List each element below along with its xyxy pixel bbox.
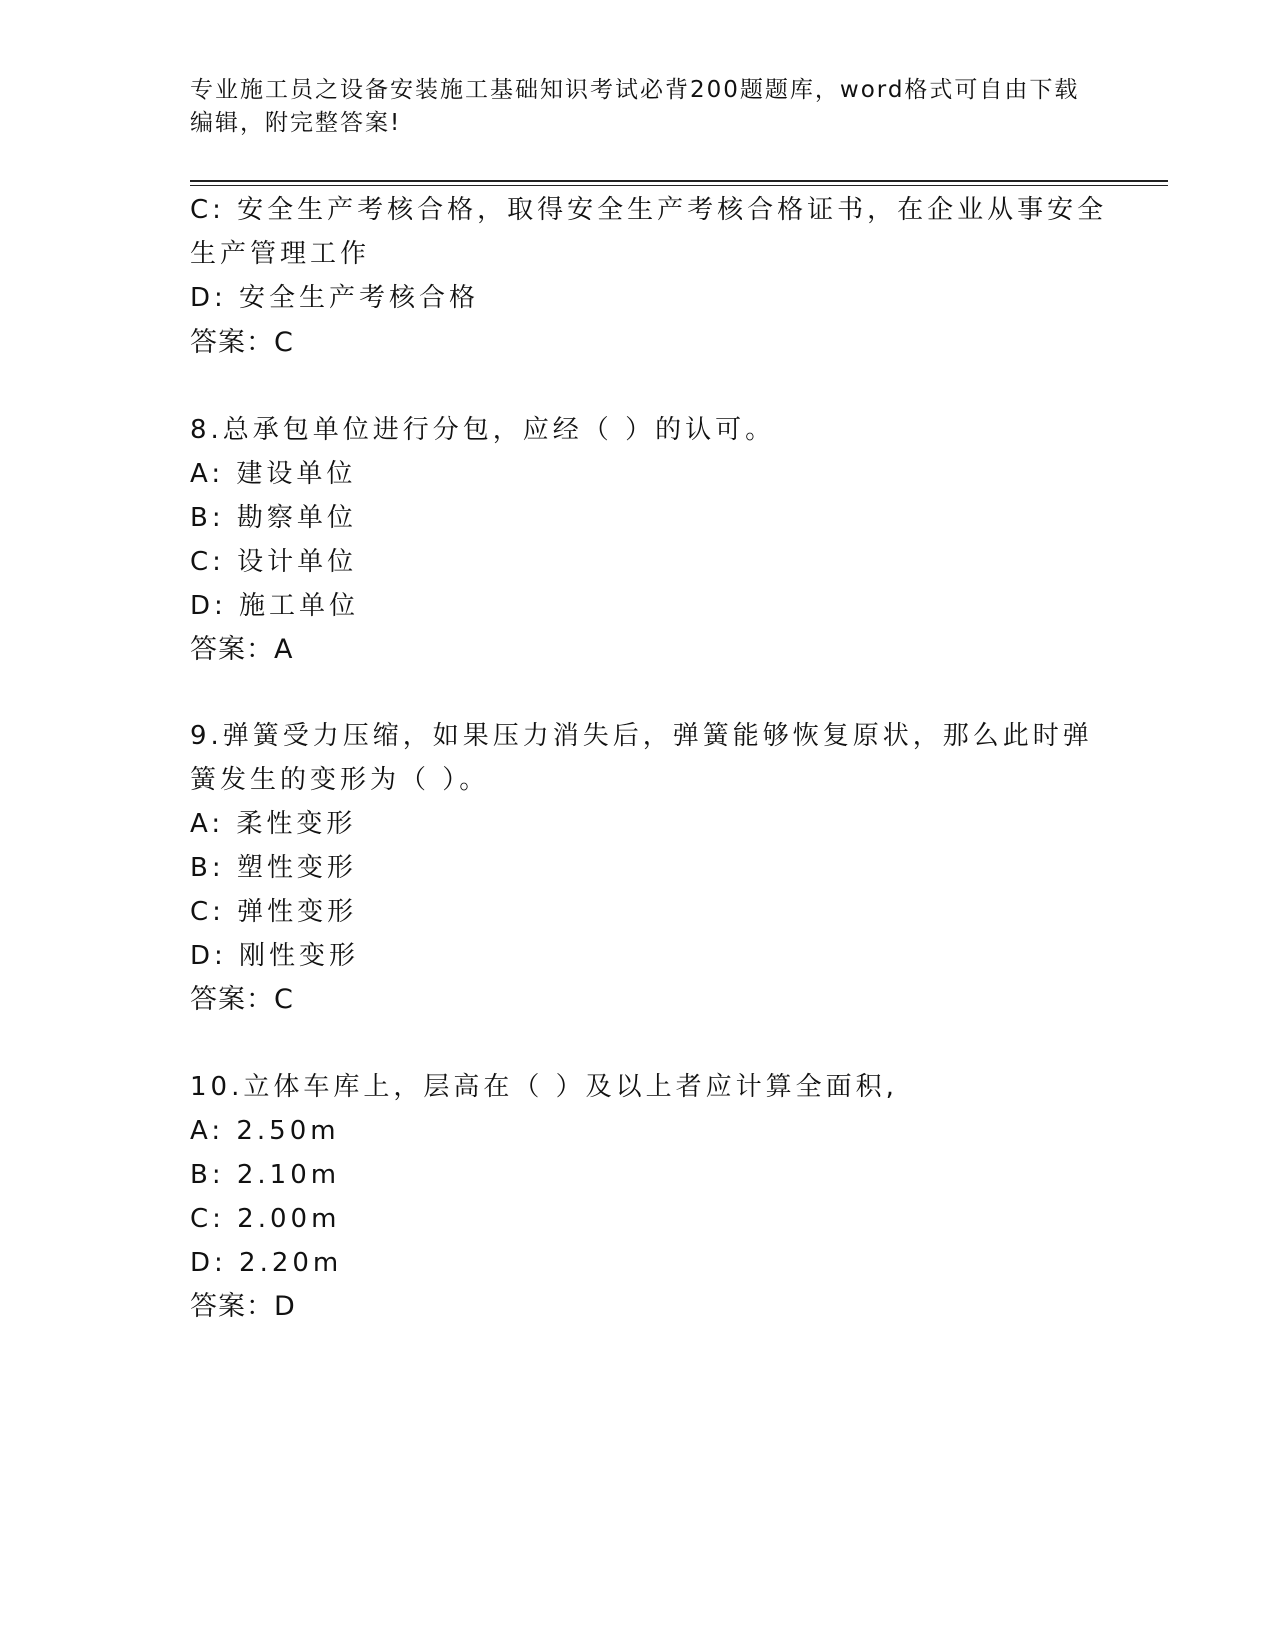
q8-option-d: D: 施工单位 xyxy=(190,591,360,621)
q7-option-c-line-2: 生产管理工作 xyxy=(190,239,371,269)
q9-option-d: D: 刚性变形 xyxy=(190,941,360,971)
q10-option-a: A: 2.50m xyxy=(190,1116,340,1146)
q10-option-c: C: 2.00m xyxy=(190,1204,341,1234)
q9-question-line-1: 9.弹簧受力压缩，如果压力消失后，弹簧能够恢复原状，那么此时弹 xyxy=(190,721,1093,751)
q9-option-a: A: 柔性变形 xyxy=(190,809,357,839)
q9-answer: 答案：C xyxy=(190,984,294,1015)
q10-option-b: B: 2.10m xyxy=(190,1160,341,1190)
header-title-line-2: 编辑，附完整答案! xyxy=(190,110,402,136)
q8-answer: 答案：A xyxy=(190,634,294,665)
q8-question: 8.总承包单位进行分包，应经（ ）的认可。 xyxy=(190,415,776,445)
q10-question: 10.立体车库上，层高在（ ）及以上者应计算全面积, xyxy=(190,1072,898,1102)
q8-option-c: C: 设计单位 xyxy=(190,547,358,577)
q9-option-c: C: 弹性变形 xyxy=(190,897,358,927)
q8-option-b: B: 勘察单位 xyxy=(190,503,357,533)
q9-question-line-2: 簧发生的变形为（ ）。 xyxy=(190,765,490,795)
q7-option-c-line-1: C: 安全生产考核合格，取得安全生产考核合格证书，在企业从事安全 xyxy=(190,195,1108,225)
header-divider-thick xyxy=(190,180,1168,182)
header-title-line-1: 专业施工员之设备安装施工基础知识考试必背200题题库，word格式可自由下载 xyxy=(190,77,1080,103)
header-divider-thin xyxy=(190,185,1168,186)
q9-option-b: B: 塑性变形 xyxy=(190,853,357,883)
q10-option-d: D: 2.20m xyxy=(190,1248,343,1278)
q8-option-a: A: 建设单位 xyxy=(190,459,357,489)
q7-answer: 答案：C xyxy=(190,327,294,358)
q10-answer: 答案：D xyxy=(190,1291,296,1322)
document-header xyxy=(190,74,1090,140)
q7-option-d: D: 安全生产考核合格 xyxy=(190,283,480,313)
